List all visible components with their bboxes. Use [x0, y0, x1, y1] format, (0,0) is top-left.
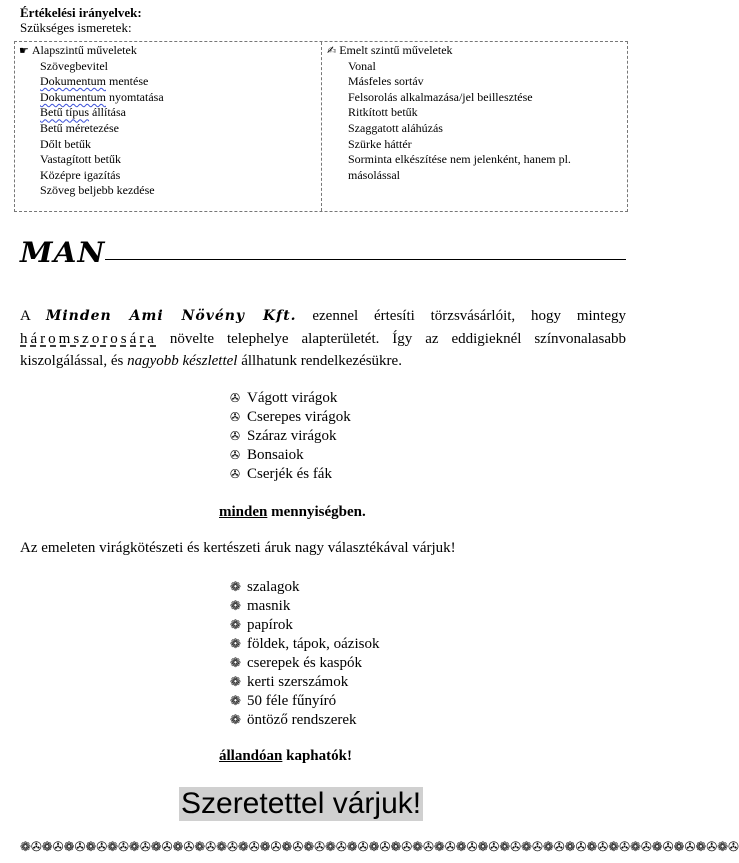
spaced-word: háromszorosára	[20, 330, 157, 347]
basic-operations-list	[19, 59, 321, 199]
basic-operation-item: Dokumentum mentése	[40, 74, 149, 89]
plant-list-item: ✇ Száraz virágok	[230, 428, 337, 444]
company-logo: MAN	[20, 236, 106, 269]
bullet-icon: ❁	[230, 618, 241, 633]
plant-list-item: ✇ Bonsaiok	[230, 447, 304, 463]
plant-list-item: ✇ Vágott virágok	[230, 390, 338, 406]
bullet-icon: ✇	[230, 410, 241, 424]
intro-paragraph: A Minden Ami Növény Kft. ezennel értesíti törzsvásárlóit, hogy mintegy háromszorosára növelte telephelye alapterületét. Így az eddigieknél színvonalasabb kiszolgálással, és nagyobb készlettel állhatunk rendelkezésükre.	[20, 308, 626, 369]
bullet-icon: ✇	[230, 448, 241, 462]
goods-list-item: ❁ szalagok	[230, 579, 300, 595]
basic-operations-column	[15, 42, 321, 211]
requirements-table	[14, 41, 628, 212]
bullet-icon: ✇	[230, 467, 241, 481]
basic-operation-item: Szöveg beljebb kezdése	[40, 183, 155, 198]
logo-row	[20, 227, 626, 267]
advanced-operation-item: Sorminta elkészítése nem jelenként, hanem pl.	[348, 152, 571, 167]
basic-operation-item: Betű méretezése	[40, 120, 119, 135]
advanced-operation-item: Szürke háttér	[348, 136, 412, 151]
advanced-operation-item: Szaggatott aláhúzás	[348, 120, 443, 135]
basic-operation-item: Betű típus állítása	[40, 105, 126, 120]
plant-list-item: ✇ Cserepes virágok	[230, 409, 351, 425]
basic-operation-item: Vastagított betűk	[40, 152, 121, 167]
advanced-operation-item: másolással	[348, 167, 400, 182]
bullet-icon: ❁	[230, 675, 241, 690]
upstairs-line: Az emeleten virágkötészeti és kertészeti áruk nagy választékával várjuk!	[20, 540, 456, 556]
advanced-operations-column	[321, 42, 627, 211]
quantity-line: minden mennyiségben.	[219, 504, 366, 520]
goods-list	[230, 578, 379, 730]
advanced-operation-item: Felsorolás alkalmazása/jel beillesztése	[348, 89, 533, 104]
goods-list-item: ❁ 50 féle fűnyíró	[230, 693, 337, 709]
goods-list-item: ❁ masnik	[230, 598, 291, 614]
bullet-icon: ✇	[230, 429, 241, 443]
bullet-icon: ❁	[230, 694, 241, 709]
bullet-icon: ❁	[230, 637, 241, 652]
basic-operations-heading: Alapszintű műveletek	[31, 43, 137, 57]
bullet-icon: ❁	[230, 599, 241, 614]
basic-operation-item: Dokumentum nyomtatása	[40, 89, 164, 104]
advanced-operation-item: Vonal	[348, 58, 376, 73]
available-line: állandóan kaphatók!	[219, 748, 352, 764]
decorative-border-row: ❁✇❁✇❁✇❁✇❁✇❁✇❁✇❁✇❁✇❁✇❁✇❁✇❁✇❁✇❁✇❁✇❁✇❁✇❁✇❁✇❁✇❁✇❁✇❁✇❁✇❁✇❁✇❁✇❁✇❁✇❁✇❁✇❁✇	[20, 840, 739, 855]
plant-list	[230, 389, 351, 484]
italic-phrase: nagyobb készlettel	[127, 353, 238, 369]
advanced-operation-item: Másfeles sortáv	[348, 74, 424, 89]
company-name: Minden Ami Növény Kft.	[45, 308, 297, 324]
goods-list-item: ❁ papírok	[230, 617, 293, 633]
logo-rule	[105, 259, 626, 260]
goods-list-item: ❁ öntöző rendszerek	[230, 712, 357, 728]
bullet-icon: ✇	[230, 391, 241, 405]
advanced-operations-list	[327, 59, 627, 184]
advanced-operation-item: Ritkított betűk	[348, 105, 418, 120]
guidelines-title: Értékelési irányelvek:	[20, 5, 142, 20]
goods-list-item: ❁ földek, tápok, oázisok	[230, 636, 380, 652]
advanced-operations-heading: Emelt szintű műveletek	[339, 43, 453, 57]
basic-operation-item: Szövegbevitel	[40, 58, 108, 73]
required-skills-label: Szükséges ismeretek:	[20, 20, 132, 35]
writing-hand-icon: ✍	[327, 44, 337, 57]
bullet-icon: ❁	[230, 713, 241, 728]
basic-operation-item: Középre igazítás	[40, 167, 121, 182]
basic-operation-item: Dőlt betűk	[40, 136, 91, 151]
hand-pointing-icon: ☛	[19, 44, 29, 57]
welcome-banner: Szeretettel várjuk!	[181, 787, 422, 820]
goods-list-item: ❁ kerti szerszámok	[230, 674, 349, 690]
plant-list-item: ✇ Cserjék és fák	[230, 466, 332, 482]
bullet-icon: ❁	[230, 580, 241, 595]
goods-list-item: ❁ cserepek és kaspók	[230, 655, 362, 671]
bullet-icon: ❁	[230, 656, 241, 671]
